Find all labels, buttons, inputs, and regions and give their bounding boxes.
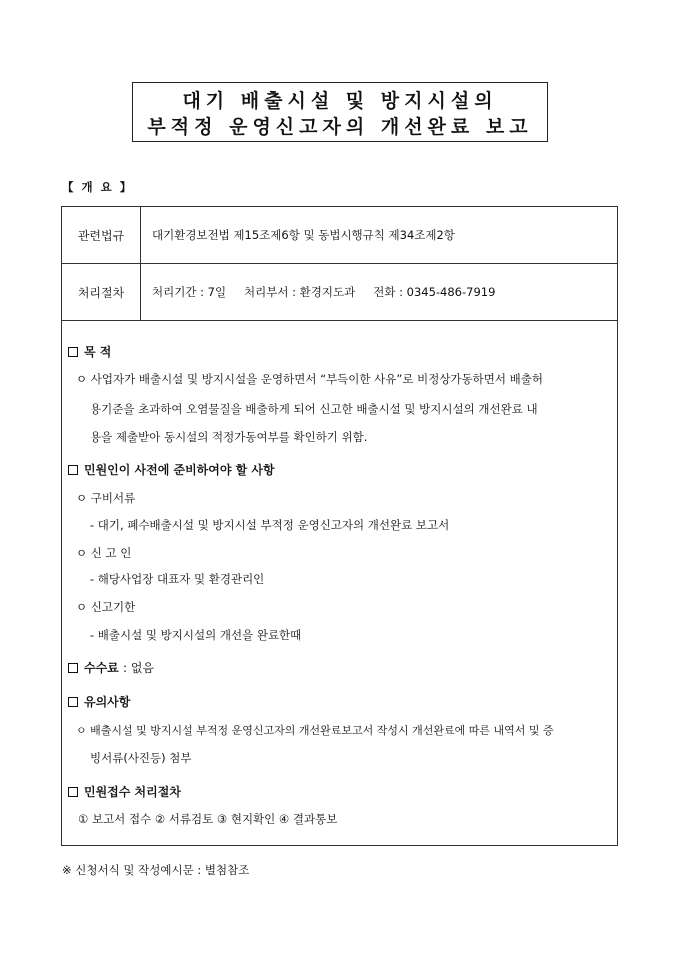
section-preparation-title: 민원인이 사전에 준비하여야 할 사항 [68,461,275,478]
purpose-line-1: ㅇ 사업자가 배출시설 및 방지시설을 운영하면서 “부득이한 사유”로 비정상가동하면서 배출허 [76,372,543,386]
law-value: 대기환경보전법 제15조제6항 및 동법시행규칙 제34조제2항 [152,228,455,242]
document-title-box [132,82,548,142]
procedure-value [152,264,495,320]
deadline-item: - 배출시설 및 방지시설의 개선을 완료한때 [90,628,302,642]
reporter-label: ㅇ 신 고 인 [76,546,132,560]
procedure-steps: ① 보고서 접수 ② 서류검토 ③ 현지확인 ④ 결과통보 [78,812,338,826]
purpose-line-2: 용기준을 초과하여 오염물질을 배출하게 되어 신고한 배출시설 및 방지시설의 개선완료 내 [90,402,538,416]
table-row-procedure [62,264,617,321]
checkbox-square-icon [68,787,78,797]
title-line-2: 부적정 운영신고자의 개선완료 보고 [147,116,533,138]
section-fee: 수수료 : 없음 [68,659,154,676]
fee-value: : 없음 [122,661,155,675]
docs-label: ㅇ 구비서류 [76,491,136,505]
overview-label: 【 개 요 】 [62,180,134,194]
law-label: 관련법규 [62,207,141,263]
checkbox-square-icon [68,697,78,707]
section-notes-title: 유의사항 [68,693,130,710]
reporter-item: - 해당사업장 대표자 및 환경관리인 [90,572,265,586]
checkbox-square-icon [68,347,78,357]
purpose-line-3: 용을 제출받아 동시설의 적정가동여부를 확인하기 위함. [90,430,368,444]
section-purpose-title: 목 적 [68,343,111,360]
title-line-1: 대기 배출시설 및 방지시설의 [182,90,498,112]
procedure-label: 처리절차 [62,264,141,320]
processing-department: 처리부서 : 환경지도과 [244,285,356,299]
section-procedure-title: 민원접수 처리절차 [68,783,181,800]
table-row-law [62,207,617,264]
checkbox-square-icon [68,465,78,475]
content-frame [61,206,618,846]
footnote: ※ 신청서식 및 작성예시문 : 별첨참조 [62,863,250,877]
processing-period: 처리기간 : 7일 [152,285,227,299]
notes-line-1: ㅇ 배출시설 및 방지시설 부적정 운영신고자의 개선완료보고서 작성시 개선완료에 따른 내역서 및 증 [76,724,554,737]
contact-phone: 전화 : 0345-486-7919 [373,285,496,299]
deadline-label: ㅇ 신고기한 [76,600,136,614]
checkbox-square-icon [68,663,78,673]
notes-line-2: 빙서류(사진등) 첨부 [90,751,192,765]
docs-item: - 대기, 폐수배출시설 및 방지시설 부적정 운영신고자의 개선완료 보고서 [90,518,450,532]
